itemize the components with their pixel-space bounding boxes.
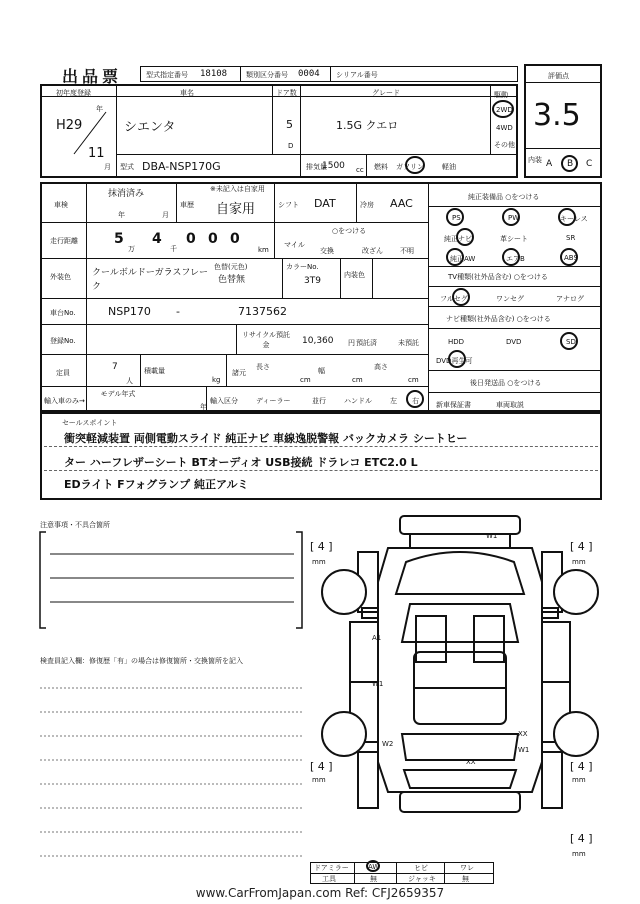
handle-right-circle — [406, 390, 424, 408]
ft-mirror: ドアミラー — [314, 864, 349, 872]
category-value: 0004 — [298, 69, 320, 79]
chassis-number: 7137562 — [238, 305, 287, 318]
length-cm: cm — [300, 376, 311, 384]
width-cm: cm — [352, 376, 363, 384]
interior-color-label: 内装色 — [344, 271, 365, 279]
capacity-label: 定員 — [56, 369, 70, 377]
mark-w2: W2 — [382, 740, 394, 748]
tire-fl: [ 4 ] — [310, 540, 333, 553]
score-value: 3.5 — [533, 98, 581, 133]
model-value: DBA-NSP170G — [142, 160, 221, 173]
equip-leather: 革シート — [500, 235, 528, 243]
tire-fr: [ 4 ] — [570, 540, 593, 553]
nav-dvd: DVD — [506, 338, 522, 346]
grade-value: 1.5G クエロ — [336, 119, 399, 132]
import-parallel: 並行 — [312, 397, 326, 405]
mileage-digit-4: 0 — [208, 231, 218, 247]
load-label: 積載量 — [144, 367, 165, 375]
shift-label: シフト — [278, 201, 299, 209]
page-title: 出品票 — [62, 67, 123, 86]
recycle-unit: 円 — [348, 339, 355, 347]
inspector-label: 検査員記入欄：修復歴「有」の場合は修復箇所・交換箇所を記入 — [40, 657, 243, 665]
tire-rl: [ 4 ] — [310, 760, 333, 773]
interior-b-circle — [561, 155, 578, 172]
interior-a: A — [546, 159, 553, 169]
drive-4wd: 4WD — [496, 124, 513, 132]
tv-fullseg: フルセグ — [440, 295, 468, 303]
ac-label: 冷房 — [360, 201, 374, 209]
equip-aw: 純正AW — [450, 255, 476, 263]
interior-b: B — [567, 159, 574, 169]
nav-sd: SD — [566, 338, 576, 346]
form-label: 型式指定番号 — [146, 71, 188, 79]
inspector-lines — [38, 670, 308, 870]
fuel-label: 燃料 — [374, 163, 388, 171]
odo-opt-2: 改ざん — [362, 247, 383, 255]
sen-unit: 千 — [170, 245, 177, 253]
recycle-unpaid: 未預託 — [398, 339, 419, 347]
interior-c: C — [586, 159, 593, 169]
reg-month: 11 — [88, 146, 105, 161]
sales-line-3: EDライト Fフォグランプ 純正アルミ — [64, 478, 249, 491]
import-year-unit: 年 — [200, 403, 207, 411]
year-unit: 年 — [96, 105, 103, 113]
mark-xx-rear: XX — [466, 758, 476, 766]
exterior-value: クールボルドーガラスフレーク — [92, 268, 209, 292]
chassis-label: 車台No. — [50, 309, 76, 317]
exterior-label: 外装色 — [50, 273, 71, 281]
model-label: 型式 — [120, 163, 134, 171]
mileage-digit-3: 0 — [186, 231, 196, 247]
tire-fr-unit: mm — [572, 558, 586, 566]
nav-hdd: HDD — [448, 338, 465, 346]
nav-dvd-play: DVD再生可 — [436, 357, 473, 365]
sales-label: セールスポイント — [62, 419, 118, 427]
recycle-label: リサイクル預託金 — [241, 331, 291, 349]
man-unit: 万 — [128, 245, 135, 253]
tire-spare-unit: mm — [572, 850, 586, 858]
mark-w1-right: W1 — [518, 746, 530, 754]
height-label: 高さ — [374, 363, 388, 371]
kg-unit: kg — [212, 376, 221, 384]
ac-value: AAC — [390, 197, 413, 210]
serial-label: シリアル番号 — [336, 71, 378, 79]
after-title: 後日発送品 ○をつける — [470, 379, 542, 387]
reg-year: H29 — [56, 118, 83, 133]
car-diagram — [318, 512, 602, 828]
header-strip — [140, 66, 518, 82]
model-year-label: モデル年式 — [100, 390, 136, 398]
tire-rl-unit: mm — [312, 776, 326, 784]
mileage-digit-1: 5 — [114, 231, 124, 247]
equip-navi: 純正ナビ — [444, 235, 472, 243]
mile-label: マイル — [284, 241, 305, 249]
tire-rr: [ 4 ] — [570, 760, 593, 773]
nav-title: ナビ種類(社外品含む) ○をつける — [446, 315, 551, 323]
handle-right: 右 — [412, 397, 419, 405]
car-name-label: 車名 — [180, 89, 194, 97]
interior-label: 内装 — [528, 156, 542, 164]
drive-2wd-circle — [492, 100, 514, 118]
sales-line-2: ター ハーフレザーシート BTオーディオ USB接続 ドラレコ ETC2.0 L — [64, 456, 418, 469]
fuel-light: 軽油 — [442, 163, 456, 171]
equip-pw: PW — [508, 214, 520, 222]
import-dealer: ディーラー — [256, 397, 291, 405]
caution-lines — [38, 528, 308, 638]
chassis-dash: - — [176, 305, 180, 318]
equip-keyless: キーレス — [560, 215, 588, 223]
mark-w1-left: W1 — [372, 680, 384, 688]
drive-label: 駆動 — [494, 91, 508, 99]
import-label: 輸入車のみ→ — [44, 397, 85, 405]
recycle-paid: 預託済 — [356, 339, 377, 347]
mark-xx-right: XX — [518, 730, 528, 738]
color-change-label: 色替(元色) — [214, 263, 248, 271]
color-no-value: 3T9 — [304, 276, 321, 286]
equip-abs: ABS — [564, 254, 578, 262]
height-cm: cm — [408, 376, 419, 384]
door-suffix: D — [288, 142, 294, 150]
form-value: 18108 — [200, 69, 228, 79]
ft-crack: ヒビ — [414, 864, 428, 872]
history-value: 自家用 — [216, 202, 256, 217]
ft-break: ワレ — [460, 864, 474, 872]
handle-label: ハンドル — [344, 397, 372, 405]
ft-tools-value: 無 — [370, 875, 377, 883]
recycle-value: 10,360 — [302, 336, 334, 346]
color-no-label: カラーNo. — [286, 263, 319, 271]
width-label: 幅 — [318, 367, 325, 375]
history-note: ※未記入は自家用 — [210, 185, 265, 193]
inspection-month-unit: 月 — [162, 211, 169, 219]
tire-rr-unit: mm — [572, 776, 586, 784]
tv-oneseg: ワンセグ — [496, 295, 524, 303]
color-change-value: 色替無 — [218, 275, 246, 285]
score-label: 評価点 — [548, 72, 569, 80]
ft-jack: ジャッキ — [408, 875, 436, 883]
watermark: www.CarFromJapan.com Ref: CFJ2659357 — [195, 886, 445, 900]
odo-opt-3: 不明 — [400, 247, 414, 255]
caution-label: 注意事項・不具合箇所 — [40, 521, 110, 529]
length-label: 長さ — [256, 363, 270, 371]
inspection-label: 車検 — [54, 201, 68, 209]
ft-jack-value: 無 — [462, 875, 469, 883]
equipment-title: 純正装備品 ○をつける — [468, 193, 540, 201]
odo-note: ○をつける — [332, 227, 367, 235]
drive-2wd: 2WD — [496, 106, 513, 114]
ft-tools: 工具 — [322, 875, 336, 883]
category-label: 類別区分番号 — [246, 71, 288, 79]
fuel-gasoline: ガソリン — [396, 163, 424, 171]
month-unit: 月 — [104, 163, 111, 171]
after-manual: 車両取説 — [496, 401, 524, 409]
dim-label: 諸元 — [232, 369, 246, 377]
sales-line-1: 衝突軽減装置 両側電動スライド 純正ナビ 車線逸脱警報 バックカメラ シートヒー — [64, 432, 468, 445]
handle-left: 左 — [390, 397, 397, 405]
capacity-unit: 人 — [126, 377, 133, 385]
displacement-value: 1500 — [322, 161, 345, 171]
ft-aw: AW — [368, 863, 380, 871]
import-type-label: 輸入区分 — [210, 397, 238, 405]
doors-value: 5 — [286, 118, 293, 131]
odo-opt-1: 交換 — [320, 247, 334, 255]
fuel-circle — [405, 156, 425, 174]
capacity-value: 7 — [112, 362, 118, 372]
mileage-digit-2: 4 — [152, 231, 162, 247]
history-label: 車歴 — [180, 201, 194, 209]
mark-a1: A1 — [372, 634, 382, 642]
doors-label: ドア数 — [276, 89, 297, 97]
inspection-year-unit: 年 — [118, 211, 125, 219]
grade-label: グレード — [372, 89, 400, 97]
tv-title: TV種類(社外品含む) ○をつける — [448, 273, 548, 281]
mileage-label: 走行距離 — [50, 237, 78, 245]
reg-no-label: 登録No. — [50, 337, 76, 345]
inspection-value: 抹消済み — [108, 189, 145, 199]
first-reg-label: 初年度登録 — [56, 89, 91, 97]
km-unit: km — [258, 246, 269, 254]
shift-value: DAT — [314, 197, 336, 210]
displacement-label: 排気量 — [306, 163, 327, 171]
chassis-prefix: NSP170 — [108, 305, 151, 318]
mileage-digit-5: 0 — [230, 231, 240, 247]
mark-front: W1 — [486, 532, 498, 540]
tv-analog: アナログ — [556, 295, 584, 303]
after-warranty: 新車保証書 — [436, 401, 471, 409]
tire-spare: [ 4 ] — [570, 832, 593, 845]
drive-other: その他 — [494, 141, 515, 149]
cc-unit: cc — [356, 166, 364, 174]
equip-airbag: エアB — [506, 255, 525, 263]
equip-sr: SR — [566, 234, 576, 242]
car-name: シエンタ — [124, 120, 176, 135]
tire-fl-unit: mm — [312, 558, 326, 566]
equip-ps: PS — [452, 214, 461, 222]
